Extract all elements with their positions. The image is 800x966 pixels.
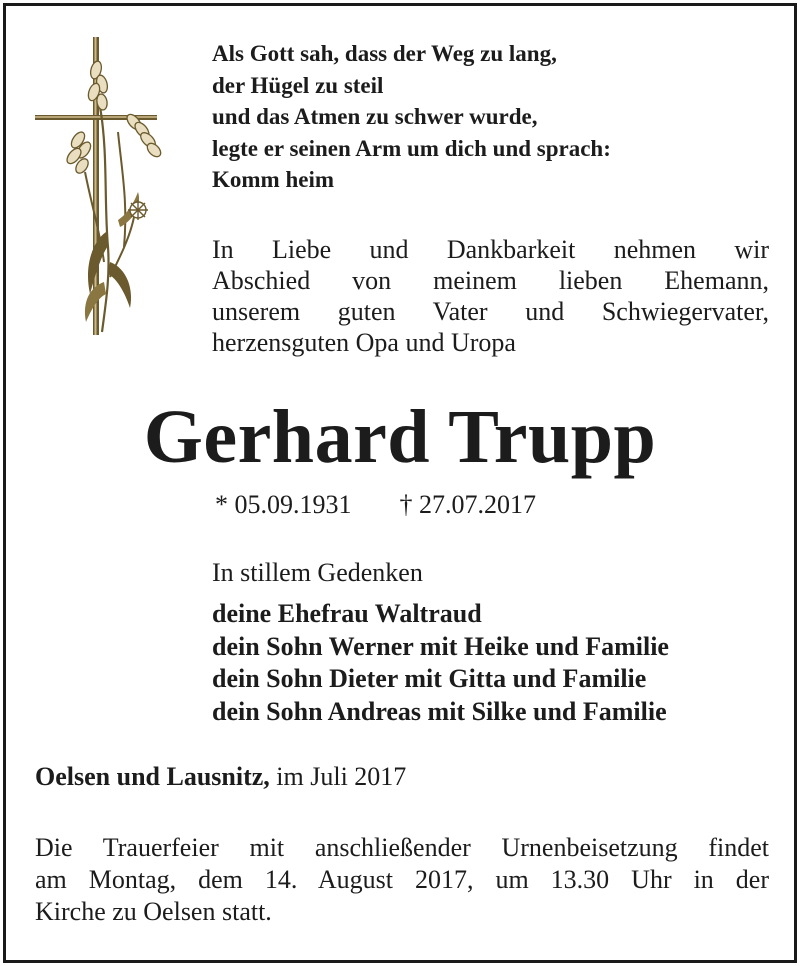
place: Oelsen und Lausnitz, bbox=[35, 762, 270, 791]
deceased-name: Gerhard Trupp bbox=[143, 395, 657, 479]
poem bbox=[212, 38, 611, 196]
intro-line: unserem guten Vater und Schwiegervater, bbox=[212, 297, 769, 326]
cross-with-wheat-icon bbox=[30, 32, 170, 338]
ceremony-info bbox=[35, 832, 769, 928]
ceremony-line: Kirche zu Oelsen statt. bbox=[35, 897, 272, 926]
ceremony-line: Die Trauerfeier mit anschließender Urnenbeisetzung findet bbox=[35, 833, 769, 862]
life-dates bbox=[215, 490, 536, 520]
poem-line: Komm heim bbox=[212, 167, 335, 192]
ceremony-line: am Montag, dem 14. August 2017, um 13.30 Uhr in der bbox=[35, 865, 769, 894]
birth-date: * 05.09.1931 bbox=[215, 490, 352, 519]
poem-line: und das Atmen zu schwer wurde, bbox=[212, 104, 538, 129]
poem-line: der Hügel zu steil bbox=[212, 72, 384, 98]
mourner: dein Sohn Werner mit Heike und Familie bbox=[212, 631, 669, 661]
intro-line: In Liebe und Dankbarkeit nehmen wir bbox=[212, 235, 769, 264]
date-line: im Juli 2017 bbox=[276, 762, 407, 791]
poem-line: Als Gott sah, dass der Weg zu lang, bbox=[212, 41, 557, 66]
mourners-list bbox=[212, 598, 669, 728]
memory-line: In stillem Gedenken bbox=[212, 558, 423, 587]
mourner: dein Sohn Dieter mit Gitta und Familie bbox=[212, 664, 647, 693]
poem-line: legte er seinen Arm um dich und sprach: bbox=[212, 135, 611, 161]
mourner: deine Ehefrau Waltraud bbox=[212, 599, 482, 628]
intro-line: Abschied von meinem lieben Ehemann, bbox=[212, 266, 769, 295]
place-date bbox=[35, 762, 406, 792]
intro-text bbox=[212, 234, 769, 358]
intro-line: herzensguten Opa und Uropa bbox=[212, 328, 516, 357]
death-date: † 27.07.2017 bbox=[399, 490, 536, 519]
mourner: dein Sohn Andreas mit Silke und Familie bbox=[212, 696, 667, 726]
